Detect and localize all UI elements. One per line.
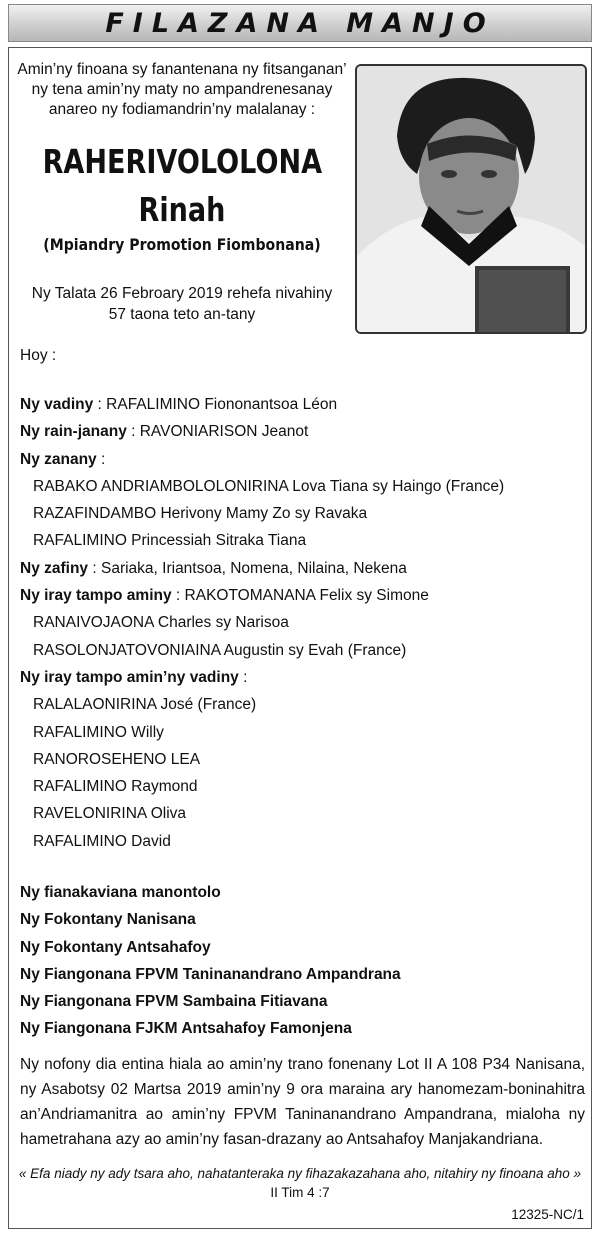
intro-text xyxy=(12,60,352,120)
grandchildren-value: : Sariaka, Iriantsoa, Nomena, Nilaina, Nekena xyxy=(92,559,407,577)
bible-quote: « Efa niady ny ady tsara aho, nahatanteraka ny fihazakazahana aho, nitahiry ny finoana aho » xyxy=(18,1166,582,1181)
parents-row xyxy=(20,418,585,445)
ad-code: 12325-NC/1 xyxy=(511,1207,584,1222)
intro-line: ny tena amin’ny maty no ampandrenesanay xyxy=(31,81,333,98)
deceased-surname: RAHERIVOLOLONA xyxy=(42,142,323,181)
death-date xyxy=(12,283,352,325)
list-item: RANAIVOJAONA Charles sy Narisoa xyxy=(33,614,289,632)
grandchildren-label: Ny zafiny xyxy=(20,559,89,577)
thanks-item: Ny Fokontany Nanisana xyxy=(20,911,196,929)
portrait-photo xyxy=(355,64,587,334)
intro-line: anareo ny fodiamandrin’ny malalanay : xyxy=(48,101,316,118)
parents-value: : RAVONIARISON Jeanot xyxy=(131,423,309,441)
spouse-row xyxy=(20,391,585,418)
spouse-value: : RAFALIMINO Fiononantsoa Léon xyxy=(97,396,338,413)
list-item: RABAKO ANDRIAMBOLOLONIRINA Lova Tiana sy Haingo (France) xyxy=(33,477,505,495)
list-item: RAFALIMINO Raymond xyxy=(33,778,198,796)
children-label: Ny zanany xyxy=(20,450,97,468)
age-line: 57 taona teto an-tany xyxy=(108,306,256,323)
quote-reference: II Tim 4 :7 xyxy=(270,1185,330,1200)
list-item: RAZAFINDAMBO Herivony Mamy Zo sy Ravaka xyxy=(33,505,368,523)
header-title: FILAZANA MANJO xyxy=(105,7,495,39)
inlaws-row xyxy=(20,664,585,691)
inlaws-sep: : xyxy=(243,668,248,686)
list-item: RALALAONIRINA José (France) xyxy=(33,696,257,714)
thanks-item: Ny Fiangonana FPVM Sambaina Fitiavana xyxy=(20,993,328,1011)
grandchildren-row xyxy=(20,555,585,582)
funeral-details: Ny nofony dia entina hiala ao amin’ny trano fonenany Lot II A 108 P34 Nanisana, ny Asabotsy 02 Martsa 2019 amin’ny 9 ora maraina ary hanomezam-boninahitra an’Andriamanitra ao amin’ny FPVM Taninanandrano Ampandrana, mialoha ny hametrahana azy ao amin’ny fasan-drazany ao Antsahafoy Manjakandriana. xyxy=(20,1056,585,1148)
portrait-image xyxy=(357,66,585,332)
deceased-firstname: Rinah xyxy=(138,190,226,229)
thanks-item: Ny Fiangonana FPVM Taninanandrano Ampandrana xyxy=(20,965,401,983)
list-item: RASOLONJATOVONIAINA Augustin sy Evah (France) xyxy=(33,641,407,659)
siblings-label: Ny iray tampo aminy xyxy=(20,587,172,605)
inlaws-label: Ny iray tampo amin’ny vadiny xyxy=(20,668,239,686)
thanks-item: Ny Fiangonana FJKM Antsahafoy Famonjena xyxy=(20,1020,352,1038)
thanks-item: Ny fianakaviana manontolo xyxy=(20,884,221,901)
list-item: RAVELONIRINA Oliva xyxy=(33,805,187,823)
list-item: RANOROSEHENO LEA xyxy=(33,750,201,768)
siblings-value: : RAKOTOMANANA Felix sy Simone xyxy=(175,587,429,605)
parents-label: Ny rain-janany xyxy=(20,423,127,441)
intro-line: Amin’ny finoana sy fanantenana ny fitsanganan’ xyxy=(17,61,347,78)
list-item: RAFALIMINO David xyxy=(33,832,171,850)
thanks-list xyxy=(20,879,401,1043)
deceased-affiliation: (Mpiandry Promotion Fiombonana) xyxy=(43,235,321,254)
children-sep: : xyxy=(100,450,106,468)
list-item: RAFALIMINO Princessiah Sitraka Tiana xyxy=(33,532,307,550)
header-banner xyxy=(8,4,592,42)
siblings-row xyxy=(20,582,585,609)
hoy-label: Hoy : xyxy=(20,347,57,364)
thanks-item: Ny Fokontany Antsahafoy xyxy=(20,938,211,956)
children-row xyxy=(20,446,585,473)
date-line: Ny Talata 26 Febroary 2019 rehefa nivahiny xyxy=(31,285,333,302)
family-list xyxy=(20,391,585,855)
spouse-label: Ny vadiny xyxy=(20,396,94,413)
list-item: RAFALIMINO Willy xyxy=(33,723,164,741)
